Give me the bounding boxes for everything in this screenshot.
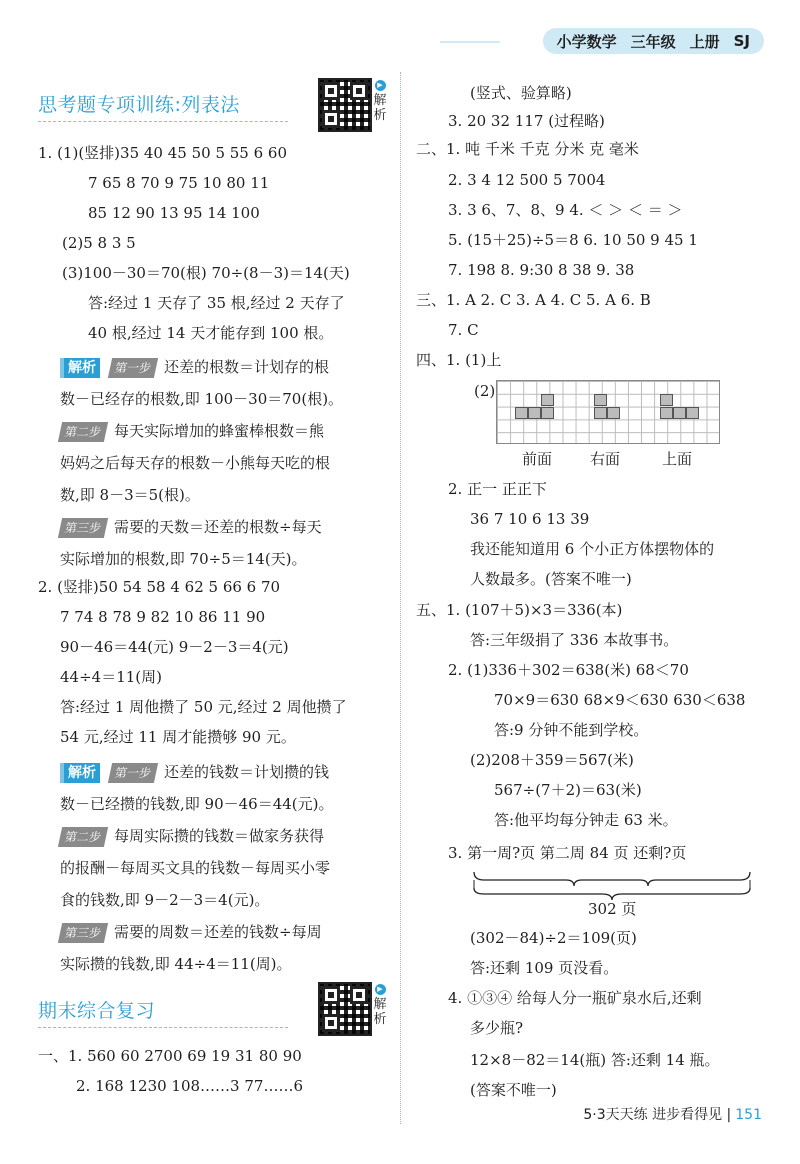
analysis-line: 数,即 8－3＝5(根)。 <box>60 486 200 504</box>
answer-line: 36 7 10 6 13 39 <box>470 510 590 528</box>
answer-line: 54 元,经过 11 周才能攒够 90 元。 <box>60 728 296 746</box>
play-icon: ▶ <box>375 984 386 995</box>
qr-side-label: ▶ 解析 <box>373 985 387 1027</box>
view-label-top: 上面 <box>662 450 693 468</box>
answer-line: 2. 168 1230 108……3 77……6 <box>76 1077 303 1095</box>
footer-brand: 5·3天天练 进步看得见 | <box>583 1107 732 1123</box>
brace-diagram <box>470 868 754 900</box>
play-icon: ▶ <box>375 80 386 91</box>
analysis-line: 实际增加的根数,即 70÷5＝14(天)。 <box>60 550 307 568</box>
answer-line: 答:9 分钟不能到学校。 <box>494 721 649 739</box>
analysis-line: 食的钱数,即 9－2－3＝4(元)。 <box>60 891 270 909</box>
answer-line: (3)100－30＝70(根) 70÷(8－3)＝14(天) <box>62 264 350 282</box>
answer-line: 答:经过 1 天存了 35 根,经过 2 天存了 <box>88 294 345 312</box>
answer-line: 7. C <box>448 321 479 339</box>
step-tag: 第三步 <box>58 923 108 943</box>
column-divider <box>400 72 401 1124</box>
answer-line: 二、1. 吨 千米 千克 分米 克 毫米 <box>416 140 639 158</box>
answer-line: 5. (15＋25)÷5＝8 6. 10 50 9 45 1 <box>448 231 698 249</box>
answer-line: 人数最多。(答案不唯一) <box>470 570 632 588</box>
header-subject: 小学数学 <box>556 32 617 51</box>
answer-line: 1. (1)(竖排)35 40 45 50 5 55 6 60 <box>38 144 288 162</box>
answer-line: (2)208＋359＝567(米) <box>470 751 634 769</box>
answer-line: 我还能知道用 6 个小正方体摆物体的 <box>470 540 715 558</box>
step-tag: 第一步 <box>108 763 158 783</box>
analysis-line: 第二步 每周实际攒的钱数＝做家务获得 <box>60 826 324 847</box>
answer-line: 答:他平均每分钟走 63 米。 <box>494 811 678 829</box>
section-title-thinking: 思考题专项训练:列表法 <box>38 90 288 122</box>
answer-line: 一、1. 560 60 2700 69 19 31 80 90 <box>38 1047 302 1065</box>
section-title-final-review: 期末综合复习 <box>38 996 288 1028</box>
footer <box>583 1104 762 1124</box>
answer-line: (2)5 8 3 5 <box>62 234 136 252</box>
answer-line: (竖式、验算略) <box>470 84 572 102</box>
view-label-right: 右面 <box>590 450 621 468</box>
analysis-line: 第三步 需要的天数＝还差的根数÷每天 <box>60 517 322 538</box>
answer-line: 70×9＝630 68×9＜630 630＜638 <box>494 691 746 709</box>
answer-line: 五、1. (107＋5)×3＝336(本) <box>416 601 623 619</box>
answer-line: 三、1. A 2. C 3. A 4. C 5. A 6. B <box>416 291 651 309</box>
answer-line: 3. 20 32 117 (过程略) <box>448 112 605 130</box>
analysis-line: 数－已经攒的钱数,即 90－46＝44(元)。 <box>60 795 334 813</box>
qr-side-label: ▶ 解析 <box>373 81 387 123</box>
header-volume: 上册 <box>689 32 720 51</box>
answer-line: 40 根,经过 14 天才能存到 100 根。 <box>88 324 334 342</box>
step-tag: 第三步 <box>58 518 108 538</box>
step-tag: 第二步 <box>58 827 108 847</box>
analysis-line: 实际攒的钱数,即 44÷4＝11(周)。 <box>60 955 292 973</box>
answer-line: 85 12 90 13 95 14 100 <box>88 204 260 222</box>
analysis-line: 妈妈之后每天存的根数－小熊每天吃的根 <box>60 454 331 472</box>
answer-line: 12×8－82＝14(瓶) 答:还剩 14 瓶。 <box>470 1051 720 1069</box>
answer-line: 7 74 8 78 9 82 10 86 11 90 <box>60 608 266 626</box>
answer-line: (302－84)÷2＝109(页) <box>470 929 637 947</box>
answer-line: 答:还剩 109 页没看。 <box>470 959 619 977</box>
step-tag: 第一步 <box>108 358 158 378</box>
answer-line: 2. 3 4 12 500 5 7004 <box>448 171 606 189</box>
analysis-tag: 解析 <box>60 358 100 378</box>
analysis-line: 数－已经存的根数,即 100－30＝70(根)。 <box>60 390 344 408</box>
step-tag: 第二步 <box>58 422 108 442</box>
analysis-block-1: 解析 第一步 还差的根数＝计划存的根 <box>60 357 329 378</box>
answer-line: 2. 正一 正正下 <box>448 480 547 498</box>
answer-line: 44÷4＝11(周) <box>60 668 162 686</box>
answer-line: 2. (竖排)50 54 58 4 62 5 66 6 70 <box>38 578 281 596</box>
answer-line: 四、1. (1)上 <box>416 351 502 369</box>
answer-line: 3. 第一周?页 第二周 84 页 还剩?页 <box>448 844 687 862</box>
analysis-line: 的报酬－每周买文具的钱数－每周买小零 <box>60 859 331 877</box>
qr-code-icon[interactable] <box>318 78 372 132</box>
answer-line: (答案不唯一) <box>470 1081 557 1099</box>
answer-line: 90－46＝44(元) 9－2－3＝4(元) <box>60 638 289 656</box>
answer-line: 答:经过 1 周他攒了 50 元,经过 2 周他攒了 <box>60 698 347 716</box>
answer-line: 答:三年级捐了 336 本故事书。 <box>470 631 679 649</box>
answer-line: 7. 198 8. 9:30 8 38 9. 38 <box>448 261 635 279</box>
view-label-front: 前面 <box>522 450 553 468</box>
three-views-grid <box>496 380 720 444</box>
analysis-tag: 解析 <box>60 763 100 783</box>
answer-line: 4. ①③④ 给每人分一瓶矿泉水后,还剩 <box>448 989 702 1007</box>
brace-total-label: 302 页 <box>588 900 637 918</box>
analysis-block-2: 解析 第一步 还差的钱数＝计划攒的钱 <box>60 762 329 783</box>
page-number: 151 <box>735 1107 762 1123</box>
qr-code-icon[interactable] <box>318 982 372 1036</box>
answer-line: 567÷(7＋2)＝63(米) <box>494 781 642 799</box>
analysis-line: 第三步 需要的周数＝还差的钱数÷每周 <box>60 922 322 943</box>
answer-line: 2. (1)336＋302＝638(米) 68＜70 <box>448 661 689 679</box>
header-line <box>440 41 500 43</box>
answer-line: 7 65 8 70 9 75 10 80 11 <box>88 174 270 192</box>
answer-line: 3. 3 6、7、8、9 4. ＜ ＞ ＜ ＝ ＞ <box>448 201 683 219</box>
views-label: (2) <box>474 382 496 400</box>
answer-line: 多少瓶? <box>470 1019 524 1037</box>
analysis-line: 第二步 每天实际增加的蜂蜜棒根数＝熊 <box>60 421 324 442</box>
header-grade: 三年级 <box>630 32 676 51</box>
header-tag <box>543 28 764 54</box>
header-edition: SJ <box>733 32 750 50</box>
